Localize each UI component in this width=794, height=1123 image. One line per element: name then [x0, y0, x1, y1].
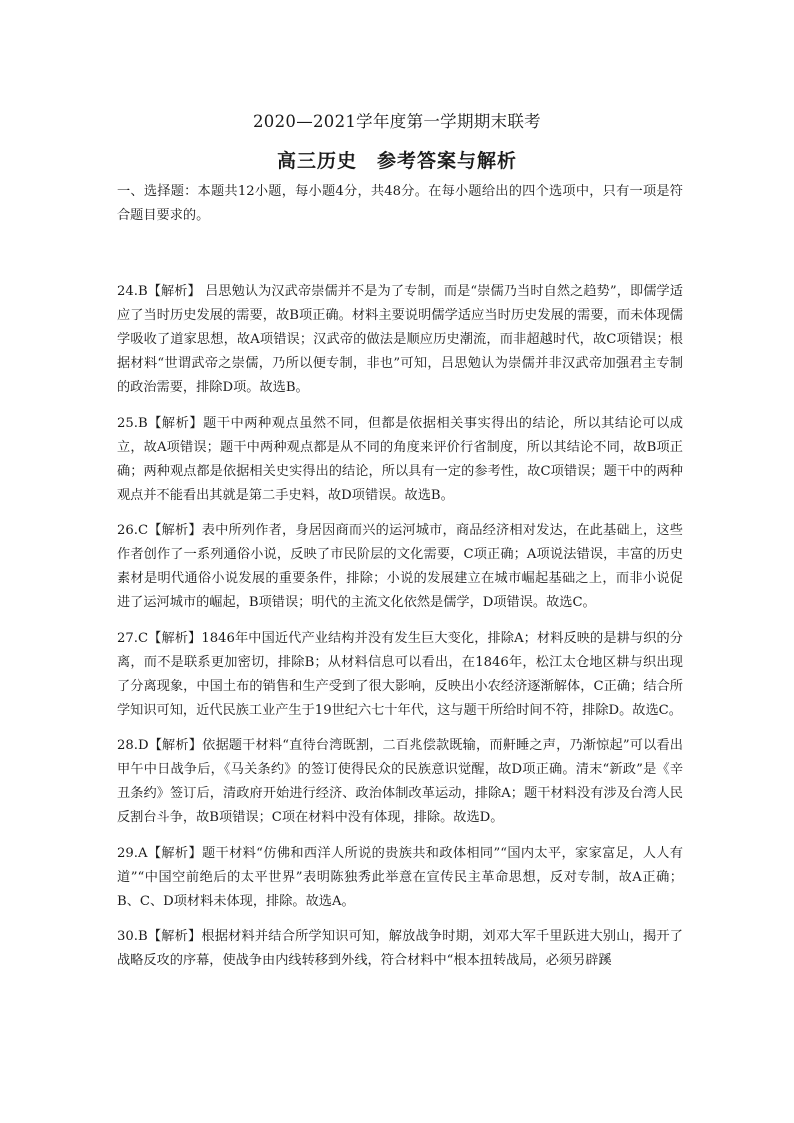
answer-item-25: 25.B【解析】题干中两种观点虽然不同，但都是依据相关事实得出的结论，所以其结论可以成立，故A项错误；题干中两种观点都是从不同的角度来评价行省制度，所以其结论不同，故B项正确；两种观点都是依据相关史实得出的结论，所以具有一定的参考性，故C项错误；题干中的两种观点并不能看出其就是第二手史料，故D项错误。故选B。	[117, 415, 683, 503]
answer-item-29: 29.A【解析】题干材料“仿佛和西洋人所说的贵族共和政体相同”“国内太平，家家富足，人人有道”“中国空前绝后的太平世界”表明陈独秀此举意在宣传民主革命思想，反对专制，故A正确； B、C、D项材料未体现，排除。故选A。	[117, 845, 683, 909]
answer-list	[117, 280, 683, 985]
answer-item-28: 28.D【解析】依据题干材料“直待台湾既割，二百兆偿款既输，而鼾睡之声，乃渐惊起”可以看出甲午中日战争后，《马关条约》的签订使得民众的民族意识觉醒，故D项正确。清末“新政”是《辛丑条约》签订后，清政府开始进行经济、政治体制改革运动，排除A；题干材料没有涉及台湾人民反割台斗争，故B项错误；C项在材料中没有体现，排除。故选D。	[117, 738, 683, 825]
answer-item-27: 27.C【解析】1846年中国近代产业结构并没有发生巨大变化，排除A；材料反映的是耕与织的分离，而不是联系更加密切，排除B；从材料信息可以看出，在1846年，松江太仓地区耕与织出现了分离现象，中国土布的销售和生产受到了很大影响，反映出小农经济逐渐解体，C正确；结合所学知识可知，近代民族工业产生于19世纪六七十年代，这与题干所给时间不符，排除D。故选C。	[117, 630, 683, 718]
subject-title: 高三历史 参考答案与解析	[276, 150, 517, 172]
answer-item-26: 26.C【解析】表中所列作者，身居因商而兴的运河城市，商品经济相对发达，在此基础上，这些作者创作了一系列通俗小说，反映了市民阶层的文化需要，C项正确；A项说法错误，丰富的历史素材是明代通俗小说发展的重要条件，排除；小说的发展建立在城市崛起基础之上，而非小说促进了运河城市的崛起，B项错误；明代的主流文化依然是儒学，D项错误。故选C。	[117, 523, 683, 610]
answer-item-24: 24.B【解析】 吕思勉认为汉武帝崇儒并不是为了专制，而是“崇儒乃当时自然之趋势”，即儒学适应了当时历史发展的需要，故B项正确。材料主要说明儒学适应当时历史发展的需要，而未体现儒学吸收了道家思想，故A项错误；汉武帝的做法是顺应历史潮流，而非超越时代，故C项错误；根据材料“世谓武帝之崇儒，乃所以便专制，非也”可知，吕思勉认为崇儒并非汉武帝加强君主专制的政治需要，排除D项。故选B。	[117, 284, 683, 395]
answer-item-30: 30.B【解析】根据材料并结合所学知识可知，解放战争时期，刘邓大军千里跃进大别山，揭开了战略反攻的序幕，使战争由内线转移到外线，符合材料中“根本扭转战局，必须另辟蹊	[117, 929, 683, 968]
section-intro: 一、选择题：本题共12小题，每小题4分，共48分。在每小题给出的四个选项中，只有一项是符合题目要求的。	[117, 184, 683, 223]
exam-title: 2020—2021学年度第一学期期末联考	[253, 112, 541, 131]
